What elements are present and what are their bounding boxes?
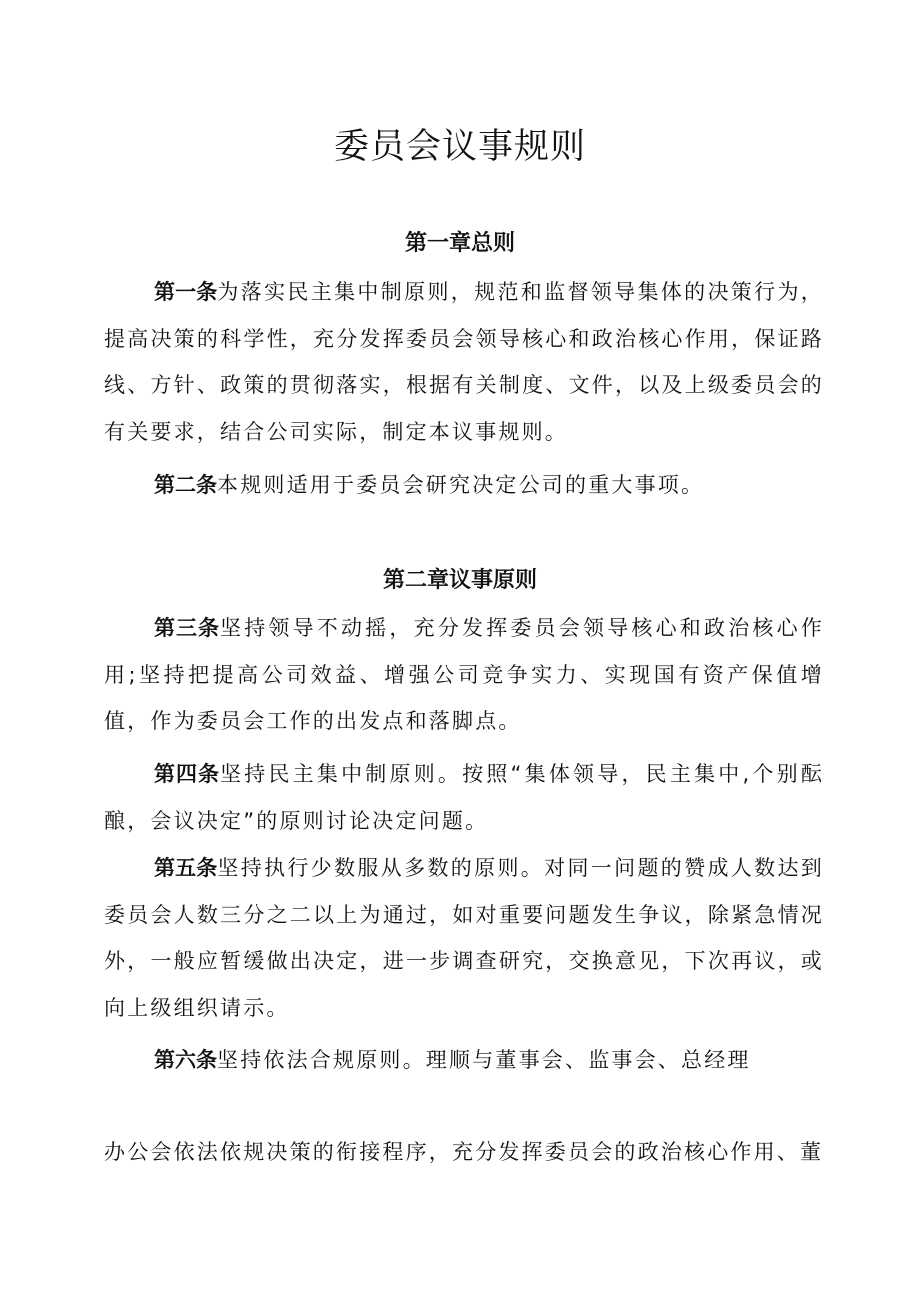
- article-1-text: 为落实民主集中制原则，规范和监督领导集体的决策行为，提高决策的科学性，充分发挥委员会领导核心和政治核心作用，保证路线、方针、政策的贯彻落实，根据有关制度、文件，以及上级委员会的有关要求，结合公司实际，制定本议事规则。: [104, 280, 825, 444]
- article-6-lead: 第六条: [154, 1048, 217, 1072]
- article-4-lead: 第四条: [154, 762, 221, 786]
- article-6-text: 坚持依法合规原则。理顺与董事会、监事会、总经理: [217, 1048, 751, 1072]
- article-6: [104, 1037, 824, 1084]
- chapter-heading-1: 第一章总则: [404, 231, 515, 256]
- article-3-text: 坚持领导不动摇，充分发挥委员会领导核心和政治核心作用;坚持把提高公司效益、增强公司竞争实力、实现国有资产保值增值，作为委员会工作的出发点和落脚点。: [104, 616, 824, 733]
- article-2-text: 本规则适用于委员会研究决定公司的重大事项。: [217, 473, 705, 497]
- article-2-lead: 第二条: [154, 473, 217, 497]
- article-4-text: 坚持民主集中制原则。按照“集体领导，民主集中,个别酝酿，会议决定”的原则讨论决定问题。: [104, 762, 824, 833]
- article-4: [104, 751, 824, 844]
- article-5-lead: 第五条: [154, 856, 218, 880]
- document-title: 委员会议事规则: [333, 127, 586, 167]
- article-5-text: 坚持执行少数服从多数的原则。对同一问题的赞成人数达到委员会人数三分之二以上为通过，如对重要问题发生争议，除紧急情况外，一般应暂缓做出决定，进一步调查研究，交换意见，下次再议，或向上级组织请示。: [104, 856, 825, 1020]
- article-3-lead: 第三条: [154, 616, 220, 640]
- continuation-paragraph: 办公会依法依规决策的衔接程序，充分发挥委员会的政治核心作用、董: [104, 1140, 824, 1164]
- article-2: [104, 462, 824, 509]
- article-3: [104, 605, 824, 745]
- article-1: [104, 269, 824, 455]
- article-1-lead: 第一条: [154, 280, 218, 304]
- article-5: [104, 845, 824, 1031]
- chapter-heading-2: 第二章议事原则: [382, 568, 537, 593]
